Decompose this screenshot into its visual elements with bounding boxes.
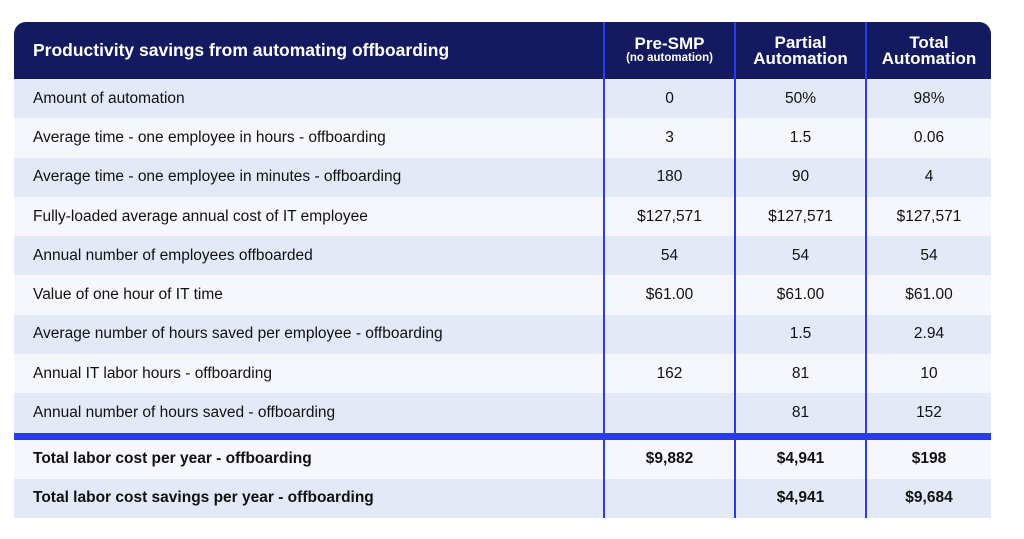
cell-partial-automation: 54 [734,236,865,275]
column-header-label-line2: Automation [881,48,977,68]
table-title: Productivity savings from automating offboarding [33,40,450,60]
cell-partial-automation: 1.5 [734,315,865,354]
row-label: Annual number of employees offboarded [33,246,313,264]
cell-pre-smp: 180 [603,158,734,197]
row-label: Average time - one employee in minutes - offboarding [33,168,402,186]
totals-divider [14,433,991,440]
row-label: Annual IT labor hours - offboarding [33,364,272,382]
row-label: Amount of automation [33,89,185,107]
column-header-pre-smp [603,22,734,79]
column-header-label: Total [909,32,949,52]
total-row-label: Total labor cost per year - offboarding [33,450,312,468]
total-cell-total-automation: $9,684 [865,479,991,518]
total-cell-pre-smp: $9,882 [603,440,734,479]
cell-pre-smp: 3 [603,118,734,157]
table-row [14,197,991,236]
cell-partial-automation: 1.5 [734,118,865,157]
cell-pre-smp: 0 [603,79,734,118]
cell-total-automation: 4 [865,158,991,197]
row-label: Value of one hour of IT time [33,286,223,304]
cell-pre-smp [603,393,734,432]
cell-total-automation: $61.00 [865,275,991,314]
total-cell-partial-automation: $4,941 [734,440,865,479]
column-header-label-line2: Automation [753,48,848,68]
cell-total-automation: 98% [865,79,991,118]
column-header-partial-automation [734,22,865,79]
cell-partial-automation: $61.00 [734,275,865,314]
cell-pre-smp: $61.00 [603,275,734,314]
row-label: Average number of hours saved per employee - offboarding [33,325,443,343]
cell-partial-automation: $127,571 [734,197,865,236]
cell-partial-automation: 81 [734,393,865,432]
column-header-label: Partial [774,32,827,52]
row-label: Average time - one employee in hours - offboarding [33,128,386,146]
table-row [14,354,991,393]
column-header-sublabel: (no automation) [626,52,713,64]
table-row [14,79,991,118]
table-row [14,315,991,354]
total-row [14,479,991,518]
total-cell-pre-smp [603,479,734,518]
table-row [14,158,991,197]
total-cell-total-automation: $198 [865,440,991,479]
table-row [14,275,991,314]
cell-partial-automation: 90 [734,158,865,197]
row-label: Annual number of hours saved - offboarding [33,404,336,422]
cell-total-automation: 152 [865,393,991,432]
table-row [14,118,991,157]
cell-pre-smp [603,315,734,354]
cell-pre-smp: 54 [603,236,734,275]
cell-partial-automation: 81 [734,354,865,393]
cell-total-automation: 0.06 [865,118,991,157]
row-label: Fully-loaded average annual cost of IT employee [33,207,368,225]
offboarding-savings-table [14,22,991,518]
column-header-total-automation [865,22,991,79]
cell-partial-automation: 50% [734,79,865,118]
cell-total-automation: 10 [865,354,991,393]
table-header [14,22,991,79]
table-row [14,393,991,432]
table-row [14,236,991,275]
cell-total-automation: 54 [865,236,991,275]
column-header-label: Pre-SMP [634,34,705,53]
cell-pre-smp: $127,571 [603,197,734,236]
cell-total-automation: $127,571 [865,197,991,236]
total-row-label: Total labor cost savings per year - offboarding [33,489,374,507]
cell-total-automation: 2.94 [865,315,991,354]
total-cell-partial-automation: $4,941 [734,479,865,518]
cell-pre-smp: 162 [603,354,734,393]
table-body [14,79,991,433]
total-row [14,440,991,479]
